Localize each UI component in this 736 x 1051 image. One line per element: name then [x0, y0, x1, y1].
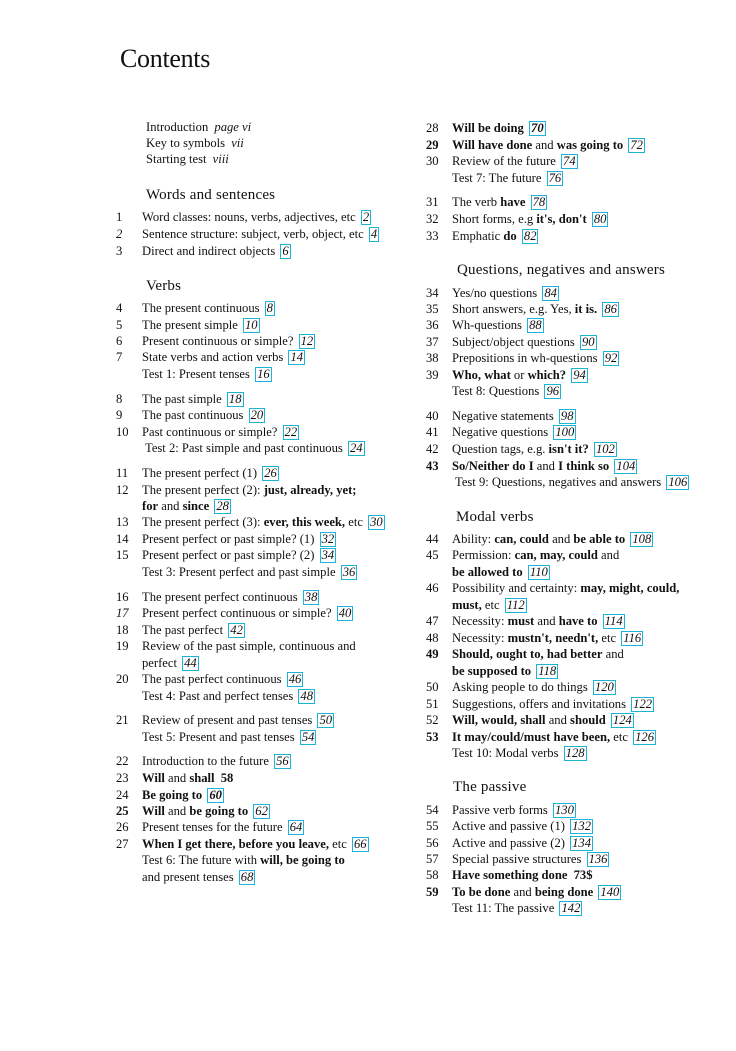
page-link[interactable]: 96 — [546, 384, 560, 398]
toc-label: The verb — [452, 195, 501, 209]
page-link[interactable]: 50 — [319, 713, 333, 727]
unit-number: 18 — [116, 623, 129, 637]
toc-label-bold: shall — [189, 771, 215, 785]
page-link[interactable]: 28 — [216, 499, 229, 513]
unit-number: 45 — [426, 548, 439, 562]
unit-number: 54 — [426, 803, 439, 817]
toc-label: and — [164, 771, 190, 785]
toc-label: etc — [610, 730, 628, 744]
unit-number: 2 — [116, 227, 123, 241]
page-link[interactable]: 70 — [531, 121, 544, 135]
toc-label: Asking people to do things — [452, 680, 588, 694]
unit-number: 42 — [426, 442, 439, 456]
page-link[interactable]: 110 — [529, 565, 548, 579]
toc-label: Present perfect or past simple? (1) — [142, 532, 315, 546]
page-link[interactable]: 84 — [544, 286, 557, 300]
page-link[interactable]: 98 — [560, 409, 574, 423]
toc-label: Past continuous or simple? — [142, 425, 278, 439]
toc-label: Negative statements — [452, 409, 554, 423]
page-link[interactable]: 118 — [538, 664, 557, 678]
page-link[interactable]: 38 — [304, 590, 318, 604]
unit-number: 16 — [116, 590, 129, 604]
toc-label: The present perfect continuous — [142, 590, 298, 604]
page-link[interactable]: 4 — [370, 227, 378, 241]
toc-label: etc — [481, 598, 500, 612]
toc-label: Word classes: nouns, verbs, adjectives, etc — [142, 210, 356, 224]
page-link[interactable]: viii — [212, 152, 229, 166]
unit-number: 4 — [116, 301, 123, 315]
page-link[interactable]: 76 — [548, 171, 562, 185]
unit-number: 52 — [426, 713, 439, 727]
unit-number: 23 — [116, 771, 129, 785]
page-link[interactable]: 58 — [220, 771, 234, 785]
unit-number: 20 — [116, 672, 129, 686]
page-link[interactable]: 90 — [581, 335, 595, 349]
toc-label-bold: was going to — [556, 138, 624, 152]
section-heading-words: Words and sentences — [146, 187, 276, 203]
unit-number: 47 — [426, 614, 439, 628]
page-link[interactable]: 42 — [230, 623, 243, 637]
toc-label: Active and passive (2) — [452, 836, 565, 850]
toc-label-bold: will, be going to — [260, 853, 345, 867]
unit-number: 13 — [116, 515, 129, 529]
unit-number: 30 — [426, 154, 439, 168]
toc-label: The past continuous — [142, 408, 244, 422]
toc-label-bold: When I get there, before you leave, — [142, 837, 330, 851]
toc-label: Necessity: — [452, 631, 508, 645]
toc-label: Short forms, e.g — [452, 212, 537, 226]
page-link[interactable]: 114 — [604, 614, 623, 628]
unit-number: 34 — [426, 286, 439, 300]
toc-label: Possibility and certainty: — [452, 581, 581, 595]
toc-label: Test 8: Questions — [452, 384, 540, 398]
toc-label: and — [164, 804, 190, 818]
toc-label: Test 1: Present tenses — [142, 367, 250, 381]
unit-number: 49 — [426, 647, 439, 661]
toc-label: Wh-questions — [452, 318, 522, 332]
unit-number: 57 — [426, 852, 439, 866]
unit-number: 24 — [116, 788, 129, 802]
page-link[interactable]: 62 — [255, 804, 268, 818]
page-link[interactable]: 18 — [228, 392, 242, 406]
toc-label: Test 9: Questions, negatives and answers — [455, 475, 662, 489]
toc-label: Present continuous or simple? — [142, 334, 294, 348]
unit-number: 44 — [426, 532, 439, 546]
page-link[interactable]: 32 — [321, 532, 335, 546]
toc-label-bold: which? — [527, 368, 567, 382]
toc-label: perfect — [142, 656, 177, 670]
page-link[interactable]: 80 — [593, 212, 607, 226]
page-title: Contents — [120, 44, 211, 73]
page-link[interactable]: page vi — [214, 120, 252, 134]
toc-label-bold: It may/could/must have been, — [452, 730, 611, 744]
page-link[interactable]: 122 — [633, 697, 653, 711]
toc-label-bold: must, — [452, 598, 482, 612]
page-link[interactable]: 102 — [595, 442, 615, 456]
page-link[interactable]: 68 — [240, 870, 254, 884]
unit-number: 9 — [116, 408, 123, 422]
page-link[interactable]: 56 — [276, 754, 289, 768]
page-link[interactable]: 2 — [362, 210, 370, 224]
page-link[interactable]: 16 — [257, 367, 270, 381]
unit-number: 8 — [116, 392, 123, 406]
toc-label: and present tenses — [142, 870, 234, 884]
toc-label: etc — [598, 631, 617, 645]
toc-label-bold: isn't it? — [548, 442, 589, 456]
unit-number: 17 — [116, 606, 129, 620]
unit-number: 32 — [426, 212, 439, 226]
section-heading-questions: Questions, negatives and answers — [457, 262, 666, 278]
page-link[interactable]: 30 — [370, 515, 383, 529]
page-link[interactable]: 130 — [555, 803, 574, 817]
toc-label-bold: Should, ought to, had better — [452, 647, 603, 661]
page-link[interactable]: 78 — [532, 195, 546, 209]
toc-label: Suggestions, offers and invitations — [452, 697, 626, 711]
page-link[interactable]: 20 — [250, 408, 264, 422]
toc-label: Yes/no questions — [452, 286, 538, 300]
toc-label: and — [602, 647, 624, 661]
toc-label: Direct and indirect objects — [142, 244, 276, 258]
toc-label-bold: be able to — [573, 532, 626, 546]
toc-label-bold: Will have done — [452, 138, 533, 152]
toc-label-bold: must — [507, 614, 535, 628]
toc-label-bold: since — [182, 499, 210, 513]
unit-number: 50 — [426, 680, 439, 694]
toc-label-bold: have to — [558, 614, 598, 628]
page-link[interactable]: 64 — [289, 820, 303, 834]
toc-label: and — [510, 885, 535, 899]
toc-label: The present perfect (2): — [142, 483, 264, 497]
unit-number: 5 — [116, 318, 123, 332]
page-link[interactable]: 44 — [184, 656, 197, 670]
toc-label: Prepositions in wh-questions — [452, 351, 598, 365]
page-link[interactable]: 54 — [301, 730, 315, 744]
toc-label-bold: be going to — [189, 804, 249, 818]
toc-label: The past simple — [142, 392, 222, 406]
page-link[interactable]: 60 — [209, 788, 222, 802]
page-link[interactable]: 124 — [612, 713, 632, 727]
toc-label: Starting test — [146, 152, 210, 166]
toc-label: etc — [329, 837, 347, 851]
unit-number: 3 — [116, 244, 123, 258]
unit-number: 19 — [116, 639, 129, 653]
page-link[interactable]: 48 — [300, 689, 313, 703]
toc-label: Test 10: Modal verbs — [452, 746, 559, 760]
toc-label-bold: can, may, could — [514, 548, 598, 562]
page-link[interactable]: 12 — [300, 334, 314, 348]
page-link[interactable]: 74 — [563, 154, 576, 168]
unit-number: 58 — [426, 868, 439, 882]
unit-number: 6 — [116, 334, 123, 348]
toc-label-bold: do — [503, 229, 517, 243]
toc-label-bold: Who, what — [452, 368, 511, 382]
toc-label: Present tenses for the future — [142, 820, 283, 834]
toc-label: The present perfect (1) — [142, 466, 258, 480]
toc-label: Test 7: The future — [452, 171, 542, 185]
unit-number: 1 — [116, 210, 123, 224]
toc-label: Negative questions — [452, 425, 549, 439]
toc-label: and — [158, 499, 183, 513]
page-link[interactable]: 88 — [529, 318, 542, 332]
toc-label: Introduction — [146, 120, 212, 134]
toc-label-bold: for — [142, 499, 159, 513]
page-link[interactable]: 108 — [632, 532, 652, 546]
unit-number: 14 — [116, 532, 129, 546]
page-link[interactable]: 100 — [555, 425, 575, 439]
toc-label: Permission: — [452, 548, 515, 562]
toc-label: Ability: — [452, 532, 495, 546]
toc-label: The present continuous — [142, 301, 260, 315]
toc-label: Test 2: Past simple and past continuous — [145, 441, 343, 455]
toc-label: Test 4: Past and perfect tenses — [142, 689, 294, 703]
unit-number: 43 — [426, 459, 439, 473]
page-link[interactable]: 106 — [668, 475, 688, 489]
toc-label: Subject/object questions — [452, 335, 575, 349]
page-link[interactable]: 36 — [342, 565, 356, 579]
toc-label-bold: can, could — [494, 532, 549, 546]
page-link[interactable]: 66 — [354, 837, 367, 851]
toc-label: The present simple — [142, 318, 238, 332]
toc-label-bold: being done — [534, 885, 594, 899]
page-link[interactable]: 73$ — [573, 868, 593, 882]
unit-number: 39 — [426, 368, 439, 382]
toc-label: Test 11: The passive — [452, 901, 555, 915]
unit-number: 25 — [116, 804, 129, 818]
toc-label-bold: just, already, yet; — [263, 483, 357, 497]
unit-number: 59 — [426, 885, 439, 899]
toc-label-bold: be allowed to — [452, 565, 523, 579]
toc-label: The past perfect continuous — [142, 672, 282, 686]
toc-label: Special passive structures — [452, 852, 582, 866]
page-link[interactable]: 120 — [594, 680, 614, 694]
toc-label: and — [533, 459, 559, 473]
page-link[interactable]: 140 — [600, 885, 620, 899]
toc-label-bold: mustn't, needn't, — [507, 631, 599, 645]
page-link[interactable]: 134 — [572, 836, 592, 850]
page-link[interactable]: 128 — [565, 746, 585, 760]
toc-label: Review of the future — [452, 154, 556, 168]
page-link[interactable]: 86 — [604, 302, 617, 316]
toc-label: Review of the past simple, continuous and — [142, 639, 356, 653]
unit-number: 12 — [116, 483, 129, 497]
toc-label-bold: ever, this week, — [263, 515, 346, 529]
section-heading-passive: The passive — [453, 779, 527, 795]
toc-label-bold: Will be doing — [452, 121, 524, 135]
page-link[interactable]: 142 — [561, 901, 581, 915]
toc-label-bold: be supposed to — [452, 664, 532, 678]
page-link[interactable]: 8 — [266, 301, 273, 315]
toc-label: Necessity: — [452, 614, 508, 628]
toc-label: etc — [345, 515, 363, 529]
page-link[interactable]: 26 — [264, 466, 277, 480]
unit-number: 36 — [426, 318, 439, 332]
toc-label-bold: So/Neither do I — [452, 459, 534, 473]
toc-label: and — [597, 548, 620, 562]
unit-number: 53 — [426, 730, 439, 744]
toc-label: and — [532, 138, 557, 152]
page-link[interactable]: 72 — [630, 138, 643, 152]
toc-label: and — [548, 532, 574, 546]
page-link[interactable]: 22 — [284, 425, 298, 439]
unit-number: 46 — [426, 581, 439, 595]
toc-label: and — [534, 614, 559, 628]
toc-label: Present perfect continuous or simple? — [142, 606, 332, 620]
toc-label-bold: may, might, could, — [580, 581, 680, 595]
toc-label-bold: it is. — [574, 302, 598, 316]
page-link[interactable]: 24 — [349, 441, 363, 455]
unit-number: 15 — [116, 548, 129, 562]
unit-number: 29 — [426, 138, 439, 152]
unit-number: 37 — [426, 335, 439, 349]
page-link[interactable]: 132 — [572, 819, 592, 833]
toc-label-bold: Be going to — [142, 788, 203, 802]
unit-number: 7 — [116, 350, 123, 364]
unit-number: 10 — [116, 425, 129, 439]
unit-number: 22 — [116, 754, 129, 768]
toc-label-bold: have — [500, 195, 526, 209]
unit-number: 35 — [426, 302, 439, 316]
unit-number: 31 — [426, 195, 439, 209]
unit-number: 28 — [426, 121, 439, 135]
toc-label: Review of present and past tenses — [142, 713, 313, 727]
toc-label: Present perfect or past simple? (2) — [142, 548, 315, 562]
toc-label: Test 5: Present and past tenses — [142, 730, 295, 744]
toc-label-bold: Will — [142, 804, 165, 818]
toc-label: The present perfect (3): — [142, 515, 264, 529]
toc-label: Passive verb forms — [452, 803, 548, 817]
page-link[interactable]: 126 — [635, 730, 655, 744]
toc-label: Active and passive (1) — [452, 819, 565, 833]
page-link[interactable]: 40 — [338, 606, 352, 620]
toc-label: or — [510, 368, 528, 382]
unit-number: 48 — [426, 631, 439, 645]
unit-number: 55 — [426, 819, 439, 833]
toc-label-bold: should — [570, 713, 606, 727]
unit-number: 26 — [116, 820, 129, 834]
unit-number: 51 — [426, 697, 439, 711]
toc-label-bold: I think so — [558, 459, 610, 473]
toc-label: Introduction to the future — [142, 754, 269, 768]
page-link[interactable]: 34 — [321, 548, 335, 562]
toc-label-bold: it's, don't — [536, 212, 587, 226]
page-link[interactable]: 136 — [588, 852, 608, 866]
toc-label: The past perfect — [142, 623, 224, 637]
toc-label: Test 3: Present perfect and past simple — [142, 565, 336, 579]
unit-number: 38 — [426, 351, 439, 365]
toc-label-bold: Will, would, shall — [452, 713, 546, 727]
unit-number: 27 — [116, 837, 129, 851]
section-heading-modal: Modal verbs — [456, 509, 534, 525]
toc-label-bold: Will — [142, 771, 165, 785]
toc-label: Emphatic — [452, 229, 504, 243]
page-link[interactable]: vii — [231, 136, 244, 150]
toc-label-bold: To be done — [452, 885, 511, 899]
toc-label: and — [545, 713, 571, 727]
unit-number: 41 — [426, 425, 439, 439]
section-heading-verbs: Verbs — [146, 278, 182, 294]
page-link[interactable]: 46 — [288, 672, 302, 686]
unit-number: 11 — [116, 466, 129, 480]
page-link[interactable]: 104 — [616, 459, 636, 473]
page-link[interactable]: 82 — [523, 229, 537, 243]
unit-number: 33 — [426, 229, 439, 243]
toc-label: State verbs and action verbs — [142, 350, 284, 364]
unit-number: 21 — [116, 713, 129, 727]
toc-label: Short answers, e.g. Yes, — [452, 302, 575, 316]
page-link[interactable]: 94 — [573, 368, 586, 382]
page-link[interactable]: 92 — [604, 351, 618, 365]
page-link[interactable]: 6 — [282, 244, 289, 258]
page-link[interactable]: 116 — [623, 631, 642, 645]
toc-label-bold: Have something done — [452, 868, 568, 882]
page-link[interactable]: 10 — [244, 318, 258, 332]
toc-label: Key to symbols — [146, 136, 229, 150]
toc-label: Question tags, e.g. — [452, 442, 549, 456]
toc-label: Sentence structure: subject, verb, object, etc — [142, 227, 364, 241]
page-link[interactable]: 112 — [506, 598, 525, 612]
unit-number: 40 — [426, 409, 439, 423]
page-link[interactable]: 14 — [290, 350, 304, 364]
unit-number: 56 — [426, 836, 439, 850]
toc-label: Test 6: The future with — [142, 853, 261, 867]
